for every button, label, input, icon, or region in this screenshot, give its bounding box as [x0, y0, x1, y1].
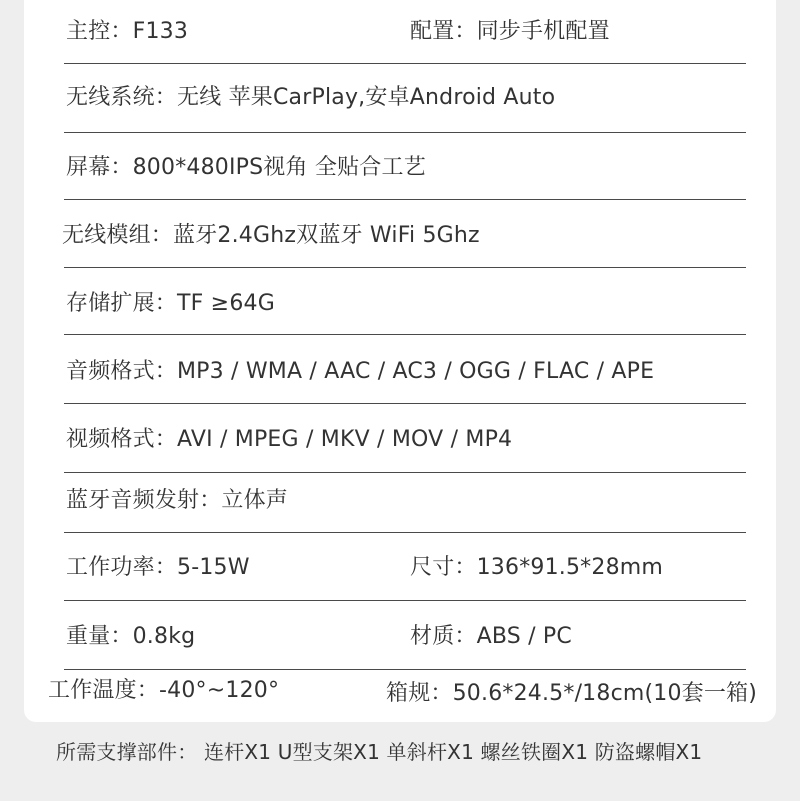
spec-row-video: [64, 404, 746, 473]
storage-text: 存储扩展：TF ≥64G: [66, 291, 275, 316]
spec-row-temp-box: [48, 670, 758, 718]
accessories-footer: 所需支撑部件： 连杆X1 U型支架X1 单斜杆X1 螺丝铁圈X1 防盗螺帽X1: [56, 740, 703, 764]
audio-format-text: 音频格式：MP3 / WMA / AAC / AC3 / OGG / FLAC / APE: [66, 359, 655, 384]
spec-row-power-size: [64, 533, 746, 601]
spec-row-storage: [64, 268, 746, 335]
spec-row-bt-audio: [64, 473, 746, 533]
wireless-module-text: 无线模组：蓝牙2.4Ghz双蓝牙 WiFi 5Ghz: [62, 223, 480, 248]
temperature-text: 工作温度：-40°~120°: [48, 678, 280, 703]
screen-text: 屏幕：800*480IPS视角 全贴合工艺: [66, 155, 426, 180]
size-text: 尺寸：136*91.5*28mm: [410, 555, 664, 580]
wireless-system-text: 无线系统：无线 苹果CarPlay,安卓Android Auto: [66, 85, 556, 110]
spec-row-screen: [64, 133, 746, 200]
spec-row-wireless-system: [64, 64, 746, 133]
weight-text: 重量：0.8kg: [66, 624, 196, 649]
spec-row-audio: [64, 335, 746, 404]
spec-row-wireless-module: [64, 200, 746, 268]
bt-audio-text: 蓝牙音频发射：立体声: [66, 488, 289, 513]
spec-row-main: [64, 0, 746, 64]
spec-row-weight-material: [64, 601, 746, 670]
power-text: 工作功率：5-15W: [66, 555, 250, 580]
box-spec-text: 箱规：50.6*24.5*/18cm(10套一箱): [386, 681, 758, 706]
video-format-text: 视频格式：AVI / MPEG / MKV / MOV / MP4: [66, 427, 513, 452]
material-text: 材质：ABS / PC: [410, 624, 572, 649]
main-control-text: 主控：F133: [66, 19, 189, 44]
config-text: 配置：同步手机配置: [410, 19, 610, 44]
